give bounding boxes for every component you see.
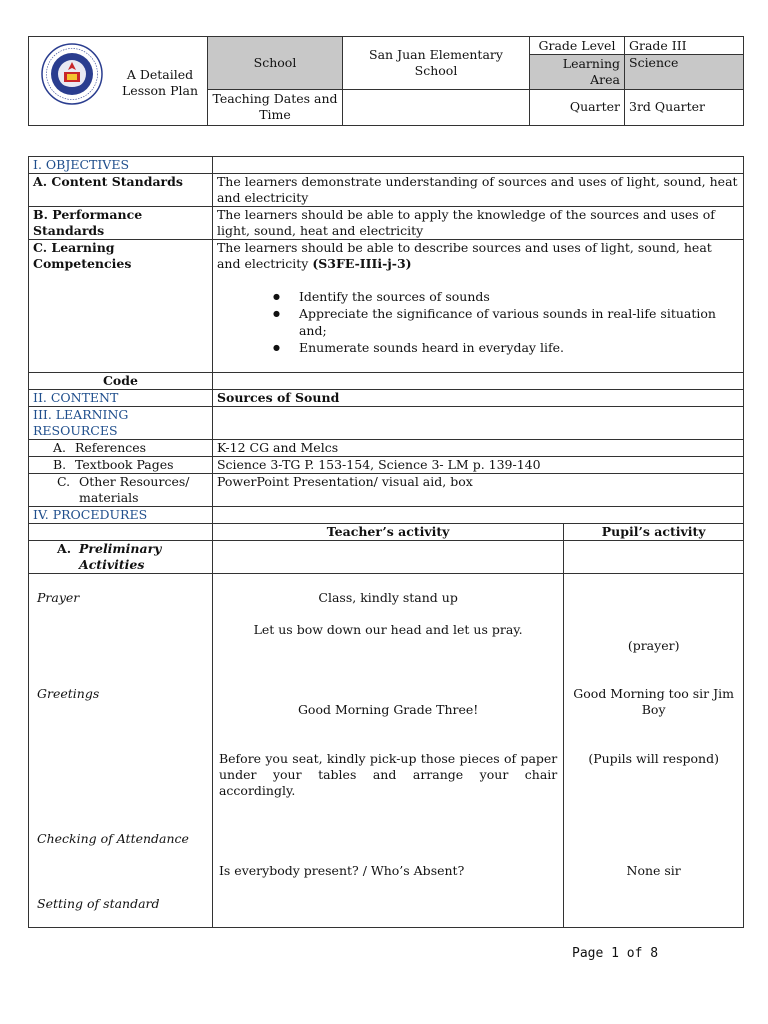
objective-item: ● Enumerate sounds heard in everyday life.	[299, 339, 739, 356]
greetings-label: Greetings	[37, 686, 100, 701]
preliminary-pupil-empty	[564, 541, 744, 574]
pupil-activity-header: Pupil’s activity	[564, 524, 744, 541]
resource-value: K-12 CG and Melcs	[212, 440, 743, 457]
preliminary-activities-label: A. Preliminary Activities	[29, 541, 213, 574]
procedures-empty	[212, 507, 743, 524]
quarter-value: 3rd Quarter	[625, 89, 744, 125]
school-value: San Juan Elementary School	[343, 37, 530, 90]
content-heading: II. CONTENT	[29, 390, 213, 407]
grade-value: Grade III	[625, 37, 744, 55]
learning-competencies-label: C. Learning Competencies	[29, 240, 213, 373]
objective-item: ● Appreciate the significance of various sounds in real-life situation and;	[299, 305, 739, 339]
teacher-line: Before you seat, kindly pick-up those pieces of paper under your tables and arrange your chair accordingly.	[218, 751, 558, 798]
teaching-dates-label: Teaching Dates and Time	[208, 89, 343, 125]
teacher-line: Let us bow down our head and let us pray.	[253, 622, 523, 637]
learning-competencies-cell	[212, 240, 743, 373]
objectives-heading: I. OBJECTIVES	[29, 157, 213, 174]
area-label: Learning Area	[530, 55, 625, 89]
resource-value: Science 3-TG P. 153-154, Science 3- LM p. 139-140	[212, 457, 743, 474]
setting-standard-label: Setting of standard	[37, 896, 160, 911]
teacher-line: Good Morning Grade Three!	[297, 702, 479, 717]
pupil-line: (Pupils will respond)	[588, 751, 719, 766]
code-value	[212, 373, 743, 390]
lesson-table	[28, 156, 744, 928]
content-value: Sources of Sound	[212, 390, 743, 407]
resources-empty	[212, 407, 743, 440]
document-title: A Detailed Lesson Plan	[122, 67, 198, 98]
pupil-activity-column	[564, 574, 744, 928]
procedures-heading: IV. PROCEDURES	[29, 507, 213, 524]
objective-item: ● Identify the sources of sounds	[299, 288, 739, 305]
header-table	[28, 36, 744, 126]
performance-standards-text: The learners should be able to apply the knowledge of the sources and uses of light, sound, heat and electricity	[212, 207, 743, 240]
logo-cell	[29, 37, 208, 126]
page-number: Page 1 of 8	[572, 946, 659, 961]
pupil-line: None sir	[626, 863, 681, 878]
code-label: Code	[29, 373, 213, 390]
content-standards-label: A. Content Standards	[29, 174, 213, 207]
quarter-label: Quarter	[530, 89, 625, 125]
resource-label: B. Textbook Pages	[29, 457, 213, 474]
area-value: Science	[625, 55, 744, 89]
grade-label: Grade Level	[530, 37, 625, 55]
resource-label: A. References	[29, 440, 213, 457]
activity-labels-column	[29, 574, 213, 928]
performance-standards-label: B. Performance Standards	[29, 207, 213, 240]
competency-code: (S3FE-IIIi-j-3)	[312, 256, 412, 271]
teacher-activity-column	[212, 574, 563, 928]
column-header-empty	[29, 524, 213, 541]
resource-label: C. Other Resources/ materials	[29, 474, 213, 507]
pupil-line: Good Morning too sir Jim Boy	[573, 686, 734, 717]
teacher-line: Class, kindly stand up	[318, 590, 458, 605]
attendance-label: Checking of Attendance	[37, 831, 189, 846]
resource-value: PowerPoint Presentation/ visual aid, box	[212, 474, 743, 507]
school-label: School	[208, 37, 343, 90]
resources-heading: III. LEARNING RESOURCES	[29, 407, 213, 440]
deped-seal-icon	[41, 43, 103, 105]
learning-competencies-text: The learners should be able to describe sources and uses of light, sound, heat and electricity	[216, 240, 712, 271]
objective-list	[217, 288, 739, 356]
teaching-dates-value	[343, 89, 530, 125]
pupil-line: (prayer)	[627, 638, 680, 653]
teacher-activity-header: Teacher’s activity	[212, 524, 563, 541]
teacher-line: Is everybody present? / Who’s Absent?	[218, 863, 465, 878]
objectives-empty	[212, 157, 743, 174]
preliminary-teacher-empty	[212, 541, 563, 574]
content-standards-text: The learners demonstrate understanding of sources and uses of light, sound, heat and electricity	[212, 174, 743, 207]
prayer-label: Prayer	[37, 590, 80, 605]
